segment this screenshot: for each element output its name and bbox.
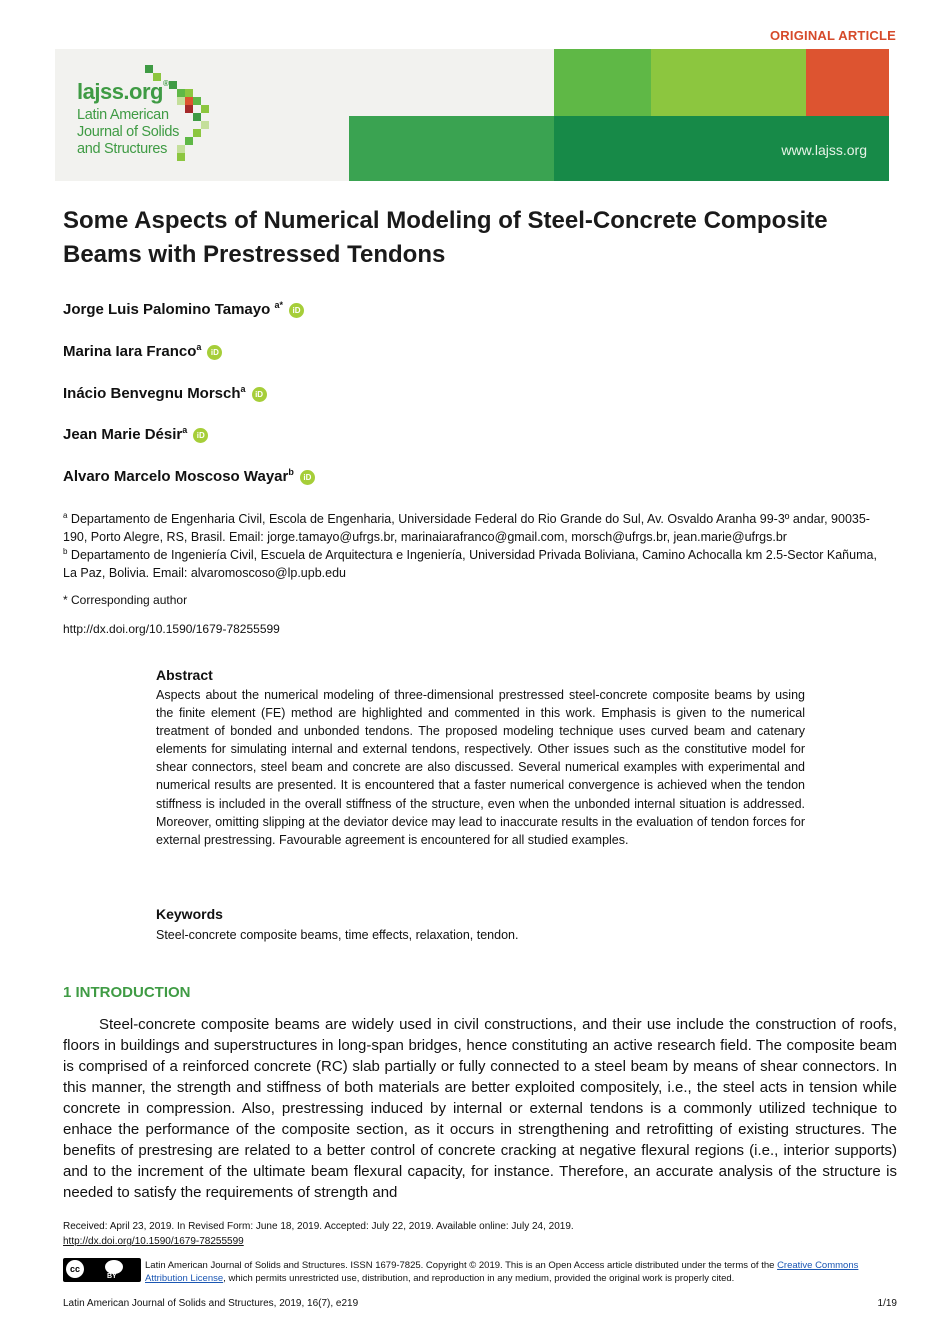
author: Marina Iara Franco$^a$iD (63, 342, 222, 360)
publication-dates: Received: April 23, 2019. In Revised Form: June 18, 2019. Accepted: July 22, 2019. Available online: July 24, 2019. (63, 1221, 574, 1232)
orcid-icon[interactable]: iD (193, 428, 208, 443)
doi-link[interactable]: http://dx.doi.org/10.1590/1679-78255599 (63, 622, 280, 636)
orcid-icon[interactable]: iD (289, 303, 304, 318)
cc-by-label: BY (107, 1273, 117, 1280)
journal-logo: lajss.org® (77, 79, 169, 104)
affiliation: $^b$ Departamento de Ingeniería Civil, Escuela de Arquitectura e Ingeniería, Universidad Privada Boliviana, Camino Achocalla km 2.5-Sector Kañuma, La Paz, Bolivia. Email: alvaromoscoso@lp.upb.edu (63, 547, 877, 581)
banner-block (651, 49, 806, 116)
introduction-text: Steel-concrete composite beams are widely used in civil constructions, and their use include the construction of roofs, floors in buildings and superstructures in long-span bridges, hence constituting an active research field. The composite beam is comprised of a reinforced concrete (RC) slab partially or fully connected to a steel beam by means of shear connectors. In this manner, the strength and stiffness of both materials are better exploited compositely, i.e., the steel acts in tension while concrete in compression. Also, prestressing induced by internal or external tendons is a commonly utilized technique to enhace the performance of the composite section, as it occurs in strengthening and retrofitting of existing structures. The benefits of prestresing are related to a better control of concrete cracking at negative flexural regions (i.e., interior supports) and to the increment of the ultimate beam flexural capacity, for instance. Therefore, an accurate analysis of the structure is needed to satisfy the requirements of strength and (63, 1016, 897, 1201)
abstract-heading: Abstract (156, 667, 213, 683)
article-type-label: ORIGINAL ARTICLE (770, 28, 896, 43)
keywords-text: Steel-concrete composite beams, time effects, relaxation, tendon. (156, 928, 519, 942)
logo-line-2: Journal of Solids (77, 124, 180, 140)
paper-title: Some Aspects of Numerical Modeling of Steel-Concrete Composite Beams with Prestressed Tendons (63, 207, 828, 268)
license-link[interactable]: Creative Commons Attribution License (145, 1260, 859, 1284)
cc-by-license-badge[interactable] (63, 1258, 141, 1282)
affiliation: $^a$ Departamento de Engenharia Civil, Escola de Engenharia, Universidade Federal do Rio Grande do Sul, Av. Osvaldo Aranha 99-3º andar, 90035-190, Porto Alegre, RS, Brasil. Email: jorge.tamayo@ufrgs.br, marinaiarafranco@gmail.com, morsch@ufrgs.br, jean.marie@ufrgs.br (63, 511, 870, 545)
license-text: Latin American Journal of Solids and Structures. ISSN 1679-7825. Copyright © 2019. This is an Open Access article distributed under the terms of the Creative Commons Attribution License, which permits unrestricted use, distribution, and reproduction in any medium, provided the original work is properly cited. (145, 1260, 859, 1284)
cc-icon: cc (66, 1260, 84, 1278)
journal-website[interactable]: www.lajss.org (781, 142, 867, 158)
banner-block (806, 49, 889, 116)
journal-banner (55, 49, 889, 181)
author: Jean Marie Désir$^a$iD (63, 425, 208, 443)
orcid-icon[interactable]: iD (207, 345, 222, 360)
author: Alvaro Marcelo Moscoso Wayar$^b$iD (63, 467, 315, 485)
logo-line-3: and Structures (77, 141, 168, 157)
orcid-icon[interactable]: iD (252, 387, 267, 402)
keywords-heading: Keywords (156, 906, 223, 922)
logo-line-1: Latin American (77, 107, 169, 123)
corresponding-note: * Corresponding author (63, 593, 188, 607)
orcid-icon[interactable]: iD (300, 470, 315, 485)
author: Jorge Luis Palomino Tamayo $^{a*}$iD (63, 300, 304, 318)
banner-block (349, 116, 554, 181)
person-icon (105, 1260, 123, 1274)
footer-doi-link[interactable]: http://dx.doi.org/10.1590/1679-78255599 (63, 1236, 244, 1247)
page-number: 1/19 (877, 1298, 897, 1309)
section-heading: 1 INTRODUCTION (63, 984, 191, 1001)
abstract-text: Aspects about the numerical modeling of three-dimensional prestressed steel-concrete composite beams by using the finite element (FE) method are highlighted and commented in this work. Emphasis is given to the numerical treatment of bonded and unbonded tendons. The proposed modeling technique uses curved beam and catenary elements for simulating internal and external tendons, respectively. Other issues such as the constitutive model for shear connectors, steel beam and concrete are also discussed. Several numerical examples with experimental and numerical results are presented. It is encountered that a faster numerical convergence is achieved when the tendon stiffness is included in the overall stiffness of the structure, even when the unbonded internal situation is addressed. Moreover, omitting slipping at the deviator device may lead to inaccurate results in the evaluation of tendon forces for external prestressing. Favourable agreement is encountered for all studied examples. (156, 688, 805, 847)
author: Inácio Benvegnu Morsch$^a$iD (63, 384, 267, 402)
banner-block (554, 49, 651, 116)
journal-reference: Latin American Journal of Solids and Structures, 2019, 16(7), e219 (63, 1298, 359, 1309)
